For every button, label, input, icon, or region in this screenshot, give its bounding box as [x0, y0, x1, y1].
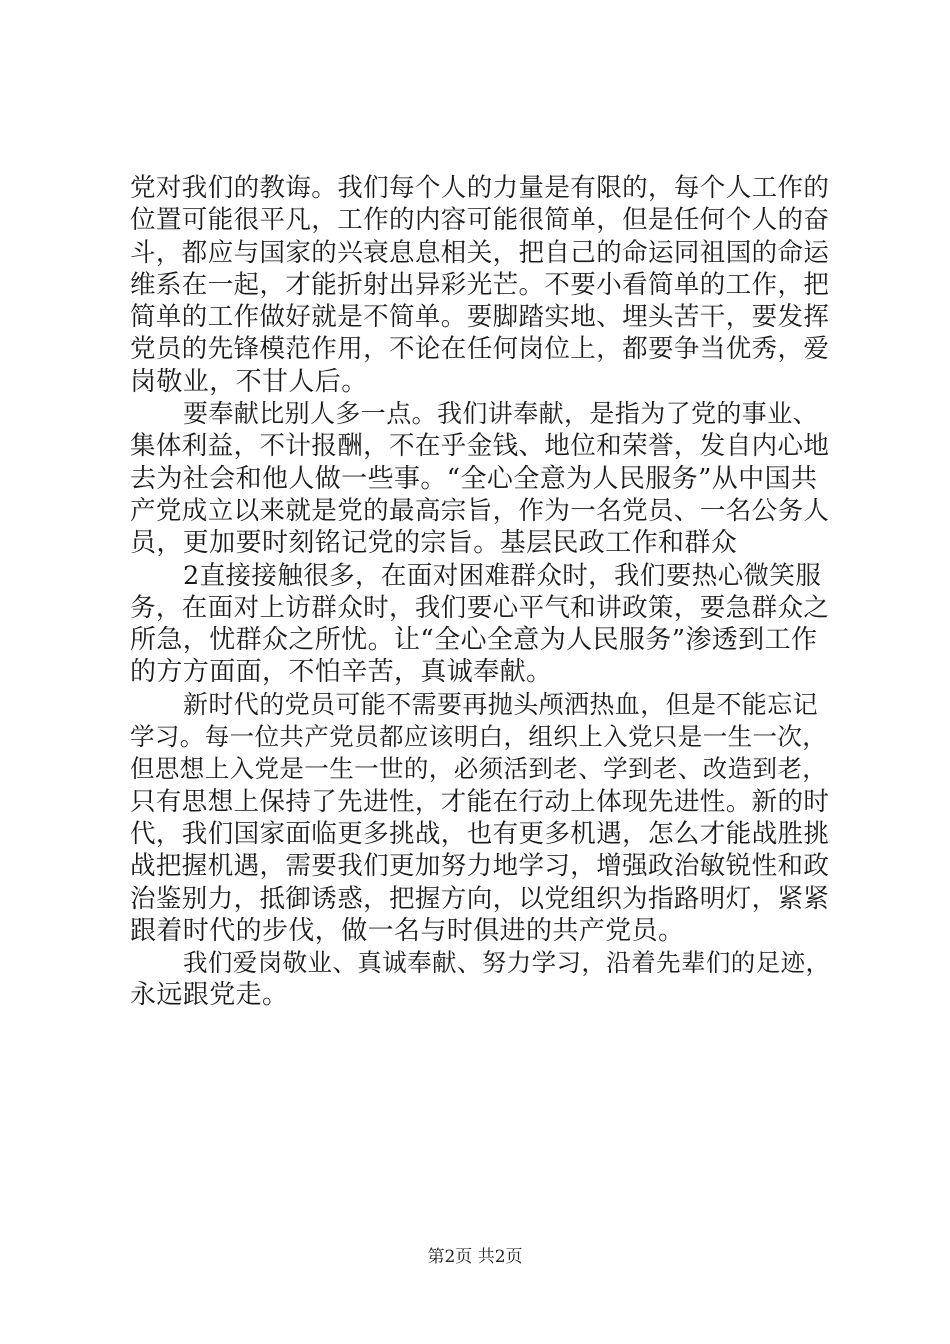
text-line: 代，我们国家面临更多挑战，也有更多机遇，怎么才能战胜挑	[130, 818, 830, 849]
text-line: 学习。每一位共产党员都应该明白，组织上入党只是一生一次，	[130, 722, 828, 752]
text-line: 党员的先锋模范作用，不论在任何岗位上，都要争当优秀，爱	[130, 334, 830, 365]
page-footer: 第2页 共2页	[427, 1247, 523, 1267]
text-line: 集体利益，不计报酬，不在乎金钱、地位和荣誉，发自内心地	[130, 431, 830, 462]
text-line: 务，在面对上访群众时，我们要心平气和讲政策，要急群众之	[130, 592, 830, 623]
text-line: 战把握机遇，需要我们更加努力地学习，增强政治敏锐性和政	[130, 851, 830, 882]
text-line: 产党成立以来就是党的最高宗旨，作为一名党员、一名公务人	[130, 495, 830, 526]
text-line: 简单的工作做好就是不简单。要脚踏实地、埋头苦干，要发挥	[130, 302, 830, 333]
text-line: 岗敬业，不甘人后。	[130, 366, 368, 397]
text-line: 只有思想上保持了先进性，才能在行动上体现先进性。新的时	[130, 786, 830, 817]
text-line: 跟着时代的步伐，做一名与时俱进的共产党员。	[130, 915, 685, 946]
body-text	[130, 172, 830, 1012]
text-line: 去为社会和他人做一些事。“全心全意为人民服务”从中国共	[130, 463, 818, 494]
text-line: 2直接接触很多，在面对困难群众时，我们要热心微笑服	[183, 560, 822, 591]
text-line: 要奉献比别人多一点。我们讲奉献，是指为了党的事业、	[183, 399, 819, 429]
text-line: 斗，都应与国家的兴衰息息相关，把自己的命运同祖国的命运	[130, 237, 830, 268]
text-line: 治鉴别力，抵御诱惑，把握方向，以党组织为指路明灯，紧紧	[130, 883, 830, 914]
text-line: 的方方面面，不怕辛苦，真诚奉献。	[130, 657, 553, 688]
text-line: 但思想上入党是一生一世的，必须活到老、学到老、改造到老，	[130, 754, 828, 784]
text-line: 我们爱岗敬业、真诚奉献、努力学习，沿着先辈们的足迹，	[183, 948, 831, 978]
text-line: 位置可能很平凡，工作的内容可能很简单，但是任何个人的奋	[130, 205, 830, 236]
text-line: 所急，忧群众之所忧。让“全心全意为人民服务”渗透到工作	[130, 625, 818, 656]
text-line: 员，更加要时刻铭记党的宗旨。基层民政工作和群众	[130, 528, 738, 559]
text-line: 维系在一起，才能折射出异彩光芒。不要小看简单的工作，把	[130, 269, 830, 300]
text-line: 新时代的党员可能不需要再抛头颅洒热血，但是不能忘记	[183, 689, 819, 719]
text-line: 永远跟党走。	[130, 980, 289, 1011]
text-line: 党对我们的教诲。我们每个人的力量是有限的，每个人工作的	[130, 173, 830, 203]
